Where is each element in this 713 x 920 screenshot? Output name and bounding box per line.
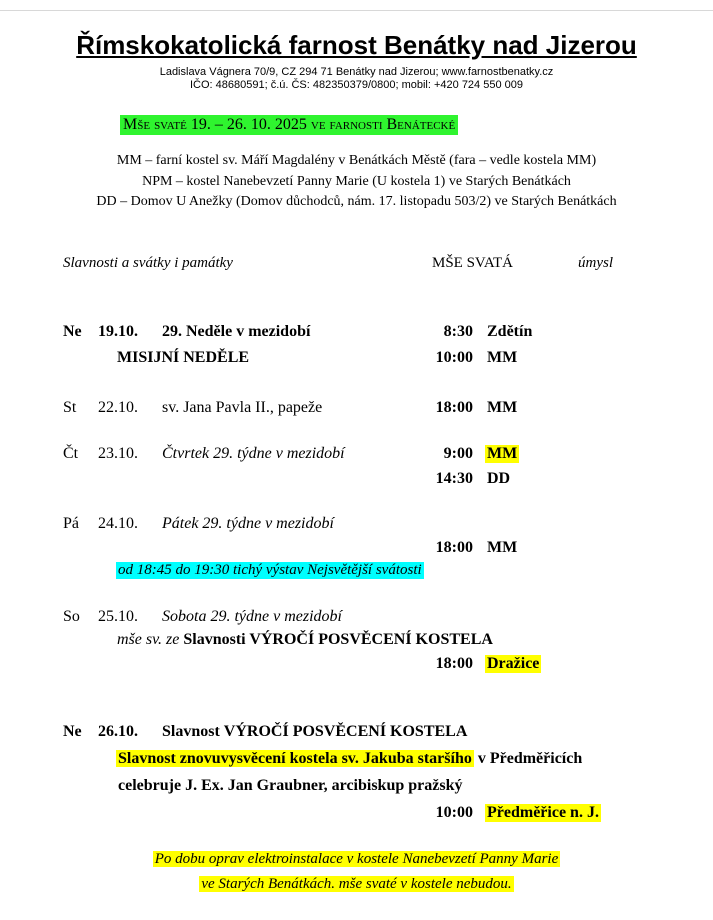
footer-text-1: Po dobu oprav elektroinstalace v kostele Nanebevzetí Panny Marie xyxy=(154,851,559,867)
schedule-banner: Mše svaté 19. – 26. 10. 2025 ve farnosti Benátecké xyxy=(120,115,458,135)
day-title xyxy=(162,723,467,741)
mass-place-highlighted: Předměřice n. J. xyxy=(487,804,599,821)
day-subtitle xyxy=(117,631,493,649)
title-prefix: Slavnost xyxy=(162,723,220,740)
day-name: Ne xyxy=(63,323,82,340)
mass-time: 18:00 xyxy=(435,655,473,672)
column-feasts: Slavnosti a svátky i památky xyxy=(63,255,233,271)
address-line: Ladislava Vágnera 70/9, CZ 294 71 Benátky nad Jizerou; www.farnostbenatky.cz xyxy=(159,66,554,78)
day-title: Pátek 29. týdne v mezidobí xyxy=(162,515,334,532)
day-date: 25.10. xyxy=(98,608,138,625)
day-name: So xyxy=(63,608,80,625)
mass-place-highlighted: MM xyxy=(487,445,518,462)
mass-time: 10:00 xyxy=(435,804,473,821)
page-top-border xyxy=(0,10,713,11)
mass-time: 18:00 xyxy=(435,399,473,416)
consecration-highlight: Slavnost znovuvysvěcení kostela sv. Jakuba staršího xyxy=(118,750,472,767)
page-title: Římskokatolická farnost Benátky nad Jizerou xyxy=(76,30,637,60)
mass-time: 8:30 xyxy=(443,323,473,340)
legend-dd: DD – Domov U Anežky (Domov důchodců, nám. 17. listopadu 503/2) ve Starých Benátkách xyxy=(96,194,617,209)
day-name: Pá xyxy=(63,515,79,532)
footer-text-2: ve Starých Benátkách. mše svaté v kostele nebudou. xyxy=(201,876,512,892)
mass-place: Zdětín xyxy=(487,323,533,340)
mass-place: MM xyxy=(487,399,518,416)
day-date: 26.10. xyxy=(98,723,138,740)
day-date: 19.10. xyxy=(98,323,138,340)
title-bold: VÝROČÍ POSVĚCENÍ KOSTELA xyxy=(223,723,468,740)
mass-place: MM xyxy=(487,349,518,366)
day-title: Čtvrtek 29. týdne v mezidobí xyxy=(162,445,345,462)
mass-time: 18:00 xyxy=(435,539,473,556)
consecration-place: v Předměřicích xyxy=(477,750,583,767)
celebrant-line: celebruje J. Ex. Jan Graubner, arcibiskup pražský xyxy=(118,777,463,794)
column-mass: MŠE SVATÁ xyxy=(432,255,513,271)
mass-place: MM xyxy=(487,539,518,556)
consecration-line xyxy=(116,750,582,768)
day-date: 24.10. xyxy=(98,515,138,532)
day-title: 29. Neděle v mezidobí xyxy=(162,323,311,340)
mass-time: 14:30 xyxy=(435,470,473,487)
mass-time: 9:00 xyxy=(443,445,473,462)
day-date: 23.10. xyxy=(98,445,138,462)
subtitle-bold: Slavnosti VÝROČÍ POSVĚCENÍ KOSTELA xyxy=(183,631,493,648)
column-intention: úmysl xyxy=(578,255,613,271)
day-name: St xyxy=(63,399,77,416)
footer-line-2 xyxy=(0,876,713,893)
subtitle-italic: mše sv. ze xyxy=(117,631,180,648)
footer-line-1 xyxy=(0,851,713,868)
adoration-note: od 18:45 do 19:30 tichý výstav Nejsvětější svátosti xyxy=(118,562,422,578)
day-name: Ne xyxy=(63,723,82,740)
mass-place: DD xyxy=(487,470,511,487)
day-title: Sobota 29. týdne v mezidobí xyxy=(162,608,342,625)
legend-npm: NPM – kostel Nanebevzetí Panny Marie (U kostela 1) ve Starých Benátkách xyxy=(142,174,571,189)
day-date: 22.10. xyxy=(98,399,138,416)
day-name: Čt xyxy=(63,445,79,462)
day-subtitle: MISIJNÍ NEDĚLE xyxy=(117,349,250,366)
mass-time: 10:00 xyxy=(435,349,473,366)
legend-mm: MM – farní kostel sv. Máří Magdalény v Benátkách Městě (fara – vedle kostela MM) xyxy=(116,153,597,168)
day-title: sv. Jana Pavla II., papeže xyxy=(162,399,323,416)
ids-line: IČO: 48680591; č.ú. ČS: 482350379/0800; mobil: +420 724 550 009 xyxy=(189,79,523,91)
mass-place-highlighted: Dražice xyxy=(487,655,540,672)
